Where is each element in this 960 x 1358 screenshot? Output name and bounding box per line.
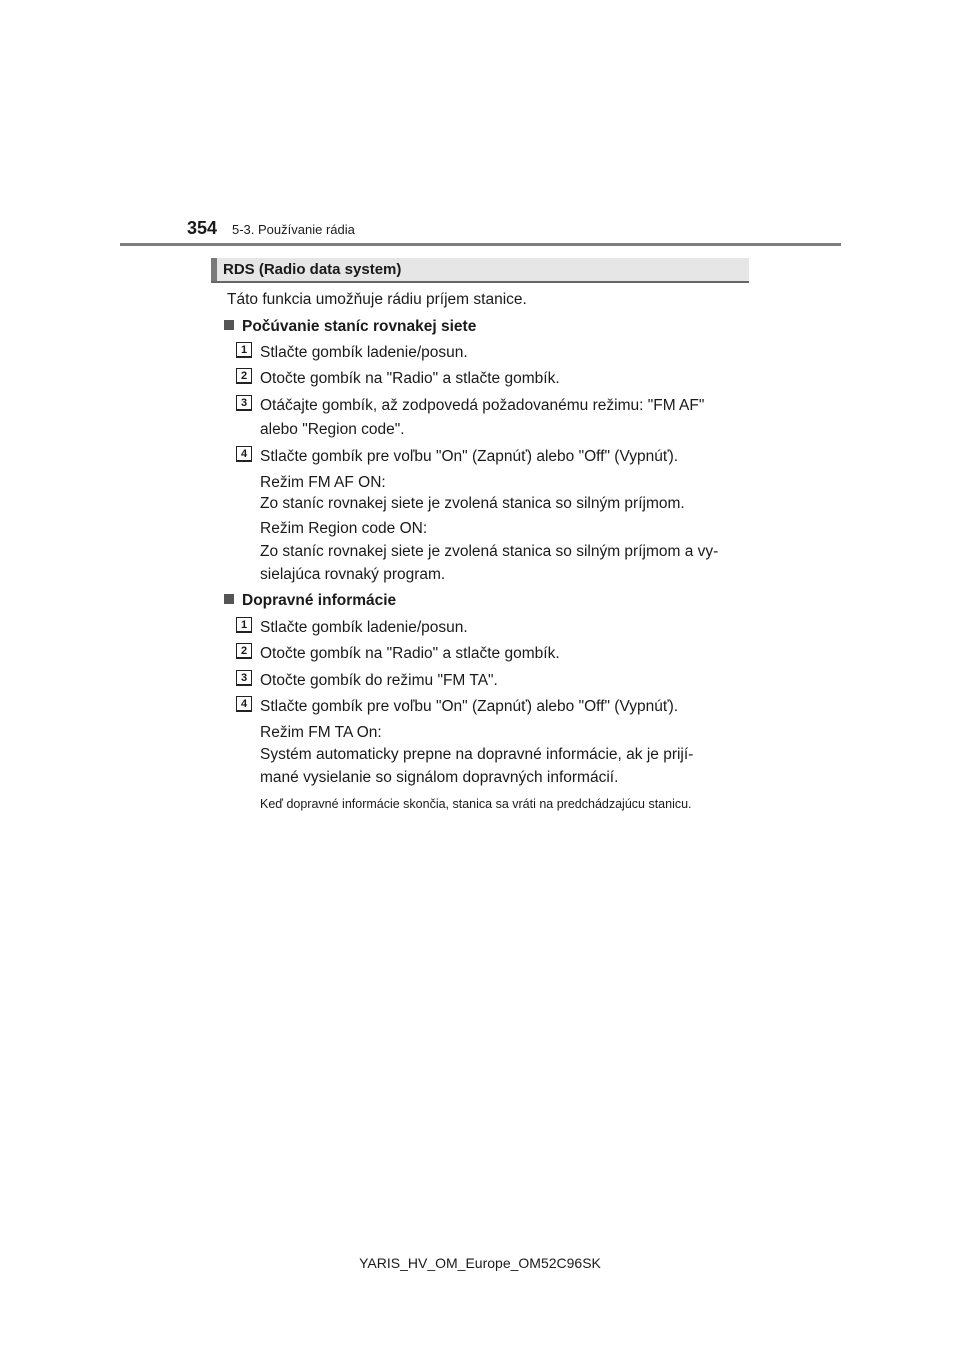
step-number-badge: 3 [236, 395, 252, 411]
mode-description-line: sielajúca rovnaký program. [260, 566, 446, 583]
subsection-heading-label: Počúvanie staníc rovnakej siete [242, 318, 477, 335]
mode-description-line: Systém automaticky prepne na dopravné informácie, ak je prijí- [260, 746, 694, 763]
subsection-heading-network [224, 318, 476, 336]
step-number-badge: 4 [236, 696, 252, 712]
document-code: YARIS_HV_OM_Europe_OM52C96SK [359, 1255, 601, 1271]
mode-description: Zo staníc rovnakej siete je zvolená stanica so silným príjmom. [260, 495, 685, 512]
step-number-badge: 1 [236, 617, 252, 633]
step-text: Otočte gombík do režimu "FM TA". [260, 672, 498, 689]
mode-label: Režim FM AF ON: [260, 474, 386, 491]
step-number-badge: 4 [236, 446, 252, 462]
step-number-badge: 1 [236, 342, 252, 358]
step-text-line: Otáčajte gombík, až zodpovedá požadovanému režimu: "FM AF" [260, 397, 705, 414]
subsection-heading-traffic [224, 592, 396, 610]
step-text: Stlačte gombík pre voľbu "On" (Zapnúť) alebo "Off" (Vypnúť). [260, 448, 679, 465]
mode-label: Režim FM TA On: [260, 724, 382, 741]
step-text: Stlačte gombík ladenie/posun. [260, 619, 468, 636]
square-bullet-icon [224, 320, 234, 330]
step-text: Stlačte gombík ladenie/posun. [260, 344, 468, 361]
step-text-line: alebo "Region code". [260, 421, 405, 438]
step-number-badge: 3 [236, 670, 252, 686]
section-marker [211, 258, 217, 281]
page-number: 354 [187, 218, 218, 238]
mode-description-line: mané vysielanie so signálom dopravných informácií. [260, 769, 619, 786]
step-text: Stlačte gombík pre voľbu "On" (Zapnúť) alebo "Off" (Vypnúť). [260, 698, 679, 715]
step-number-badge: 2 [236, 643, 252, 659]
section-title: RDS (Radio data system) [223, 261, 402, 278]
mode-label: Režim Region code ON: [260, 520, 428, 537]
step-text: Otočte gombík na "Radio" a stlačte gombík. [260, 645, 560, 662]
section-title-bar [211, 258, 749, 283]
square-bullet-icon [224, 594, 234, 604]
section-intro: Táto funkcia umožňuje rádiu príjem stanice. [227, 291, 527, 308]
subsection-heading-label: Dopravné informácie [242, 592, 397, 609]
note-text: Keď dopravné informácie skončia, stanica sa vráti na predchádzajúcu stanicu. [260, 797, 692, 811]
mode-description-line: Zo staníc rovnakej siete je zvolená stanica so silným príjmom a vy- [260, 543, 719, 560]
header-divider [120, 243, 841, 246]
breadcrumb: 5-3. Používanie rádia [232, 222, 355, 237]
step-text: Otočte gombík na "Radio" a stlačte gombík. [260, 370, 560, 387]
step-number-badge: 2 [236, 368, 252, 384]
